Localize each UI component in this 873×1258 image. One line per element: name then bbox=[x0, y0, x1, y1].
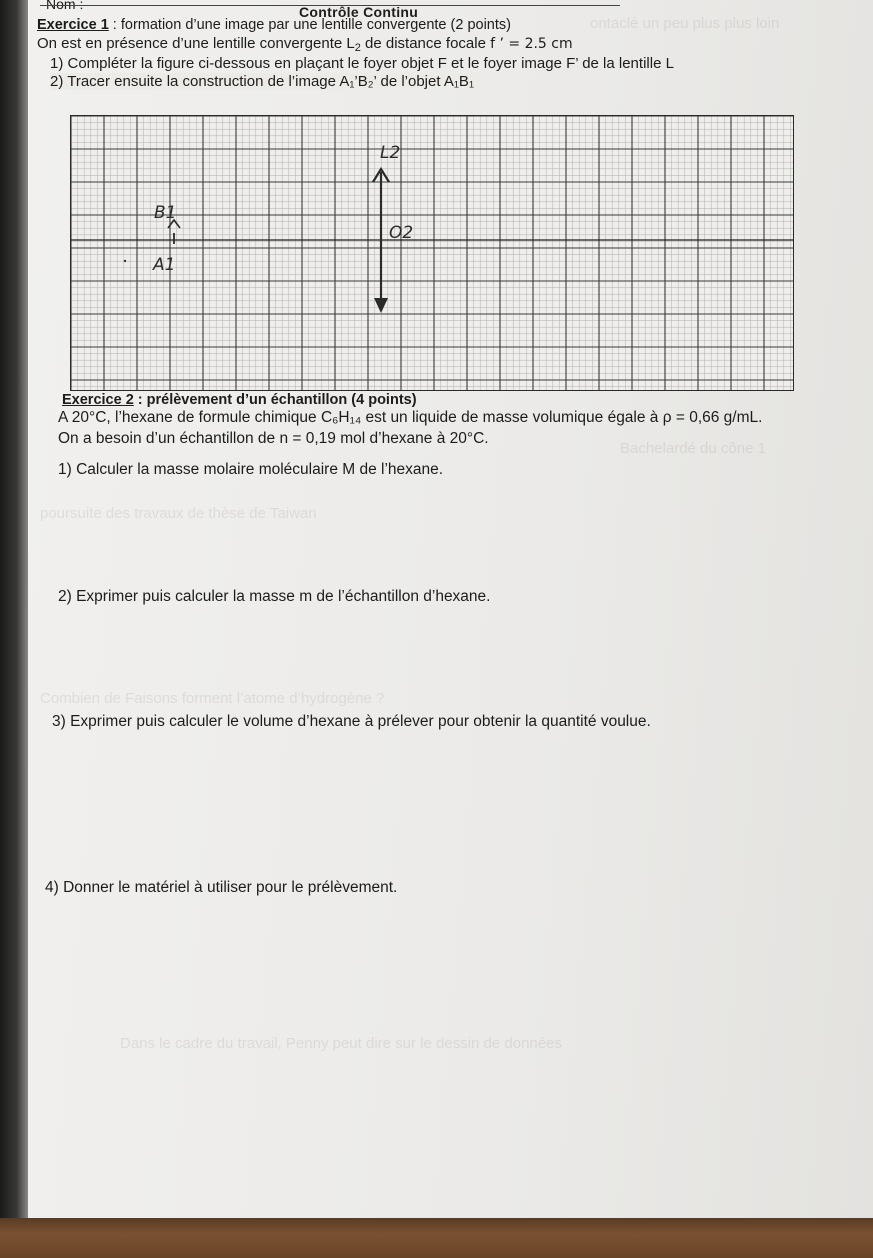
exercise1-title: : formation d’une image par une lentille convergente (2 points) bbox=[108, 17, 511, 33]
show-through-text: Combien de Faisons forment l’atome d’hydrogène ? bbox=[40, 690, 385, 707]
exercise2-title: : prélèvement d’un échantillon (4 points) bbox=[133, 392, 417, 408]
label-l2: L2 bbox=[380, 143, 401, 163]
exercise1-question2: 2) Tracer ensuite la construction de l’image A₁’B₂’ de l’objet A₁B₁ bbox=[50, 73, 480, 90]
statement-part1: On est en présence d’une lentille convergente L bbox=[37, 35, 355, 52]
exercise2-label: Exercice 2 bbox=[62, 392, 134, 408]
exercise2-heading bbox=[62, 392, 417, 408]
statement-part2: de distance focale bbox=[360, 35, 491, 52]
label-b1: B1 bbox=[154, 203, 177, 223]
exercise2-question1: 1) Calculer la masse molaire moléculaire M de l’hexane. bbox=[58, 461, 444, 478]
lens-bottom-arrow-icon bbox=[374, 298, 388, 313]
desk-surface bbox=[0, 1218, 873, 1258]
show-through-text: Bachelardé du cône 1 bbox=[620, 440, 766, 457]
show-through-text: poursuite des travaux de thèse de Taiwan bbox=[40, 505, 317, 522]
nom-label: Nom : bbox=[46, 0, 84, 12]
exercise1-statement bbox=[37, 35, 573, 54]
exercise1-heading bbox=[37, 17, 511, 33]
graph-paper-figure bbox=[70, 115, 794, 391]
exercise2-question3: 3) Exprimer puis calculer le volume d’hexane à prélever pour obtenir la quantité voulue. bbox=[52, 713, 651, 730]
show-through-text: ontaclé un peu plus plus loin bbox=[590, 15, 780, 32]
photo-left-edge bbox=[0, 0, 28, 1258]
graph-grid bbox=[71, 116, 793, 390]
show-through-text: Dans le cadre du travail, Penny peut dire sur le dessin de données bbox=[120, 1035, 562, 1052]
exercise2-statement-line2: On a besoin d’un échantillon de n = 0,19 mol d’hexane à 20°C. bbox=[58, 430, 489, 447]
focal-length-value: f ’ = 2.5 cm bbox=[490, 36, 573, 52]
label-o2: O2 bbox=[389, 223, 414, 243]
statement-subscript: 2 bbox=[354, 42, 361, 54]
exercise1-label: Exercice 1 bbox=[37, 17, 109, 33]
exercise2-question2: 2) Exprimer puis calculer la masse m de l’échantillon d’hexane. bbox=[58, 588, 491, 605]
label-a1: A1 bbox=[153, 255, 176, 275]
exercise2-statement-line1: A 20°C, l’hexane de formule chimique C₆H₁₄ est un liquide de masse volumique égale à ρ = 0,66 g/mL. bbox=[58, 409, 763, 426]
exercise2-question4: 4) Donner le matériel à utiliser pour le prélèvement. bbox=[45, 879, 398, 896]
exercise1-question1: 1) Compléter la figure ci-dessous en plaçant le foyer objet F et le foyer image F’ de la lentille L bbox=[50, 55, 674, 72]
page-title: Contrôle Continu bbox=[299, 4, 419, 20]
